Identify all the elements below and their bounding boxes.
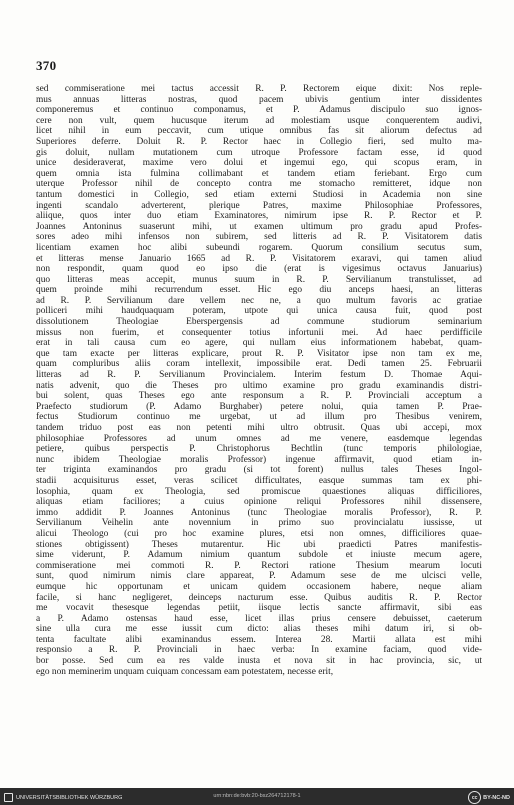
text-line: a P. Adamo ostensas haud esse, licet illas prius censere debuisset, caeterum (36, 613, 482, 624)
text-line: que tam exacte per litteras explicare, prout R. P. Visitator ipse non tam ex me, (36, 348, 482, 359)
text-line: quam compluribus aliis coram intellexit, impossibile erat. Dedi tamen 25. Februarii (36, 359, 482, 370)
text-line: ingenti scandalo adverterent, plerique Patres, maxime Philosophiae Professores, (36, 200, 482, 211)
text-line: me vocavit thesesque legendas petiit, iisque lectis sancte affirmavit, sibi eas (36, 603, 482, 614)
library-name: UNIVERSITÄTSBIBLIOTHEK WÜRZBURG (16, 794, 123, 801)
footer-bar (0, 788, 514, 805)
text-line: bor posse. Sed cum ea res valde inusta et nova sit in hac provincia, sic, ut (36, 656, 482, 667)
text-line: cere non vult, quem hucusque iterum ad molestiam usque conquerentem audivi, (36, 115, 482, 126)
text-line: alicui Theologo (cui pro hoc examine plures, etsi non omnes, difficiliores quae- (36, 528, 482, 539)
text-line: et litteras mense Januario 1665 ad R. P. Visitatorem exaravi, qui tamen aliud (36, 253, 482, 264)
text-line: non respondit, quam quod eo ipso die (erat is vigesimus octavus Januarius) (36, 264, 482, 275)
text-line: unice desideraverat, maxime vero dolui et ingemui ego, qui scopus eram, in (36, 158, 482, 169)
text-line: licet nihil in eum peccavit, cum utique omnibus fas sit aliorum defectus ad (36, 126, 482, 137)
text-line: sunt, quod nimirum nimis clare appareat, P. Adamum sese de me ulcisci velle, (36, 571, 482, 582)
text-line: facile, si hanc negligeret, deinceps nacturum esse. Quibus auditis R. P. Rector (36, 592, 482, 603)
text-line: quo litteras meas accepit, munus suum in R. P. Servilianum transtulisset, ad (36, 274, 482, 285)
text-line: tenta facultate alibi examinandus essem. Interea 28. Martii allata est mihi (36, 634, 482, 645)
license-badge[interactable] (468, 791, 510, 804)
text-line: responsio a R. P. Provinciali in haec verba: In examine faciam, quod vide- (36, 645, 482, 656)
text-line: Servilianum Veihelin ante novennium in primo suo provincialatu iussisse, ut (36, 518, 482, 529)
text-line: componeremus et continuo componamus, et P. Adamus discipulo suo ignos- (36, 105, 482, 116)
text-line: sed commiseratione mei tactus accessit R. P. Rectorem eique dixit: Nos reple- (36, 84, 482, 94)
body-text (36, 84, 482, 677)
text-line: polliceri mihi haudquaquam poteram, utpote qui unica causa fuit, quod post (36, 306, 482, 317)
text-line: ad R. P. Servilianum dare vellem nec ne, a quo multum favoris ac gratiae (36, 295, 482, 306)
text-line: philosophiae Professores ad unum omnes ad me venere, easdemque legendas (36, 433, 482, 444)
text-line: bui solent, quas Theses ego ante responsum a R. P. Provinciali acceptum a (36, 391, 482, 402)
text-line: mus annuas litteras nostras, quod pacem ubivis gentium inter dissidentes (36, 94, 482, 105)
text-line: stiones obtigissent) Theses mutarentur. Hic ubi praedicti Patres manifestis- (36, 539, 482, 550)
text-line: sores adeo mihi infensos non subirem, sed litteris ad R. P. Visitatorem datis (36, 232, 482, 243)
text-line: nunc ibidem Theologiae moralis Professor) ingenue affirmavit, quod etiam in- (36, 454, 482, 465)
cc-icon: cc (468, 791, 481, 804)
text-line: erat in tali causa cum eo agere, qui nullam eius informationem habebat, quam- (36, 338, 482, 349)
text-line: quem proinde mihi recurrendum esset. Hic ego diu anceps haesi, an litteras (36, 285, 482, 296)
text-line: ego non meminerim unquam cuiquam concessam eam potestatem, necesse erit, (36, 666, 334, 677)
text-line: losophia, quam ex Theologia, sed promiscue quaestiones aliquas difficiliores, (36, 486, 482, 497)
text-line: immo addidit P. Joannes Antoninus (tunc Theologiae moralis Professor), R. P. (36, 507, 482, 518)
text-line: natis advenit, quo die Theses pro ultimo examine pro gradu examinandis distri- (36, 380, 482, 391)
text-line: quem omnia ista fulmina collimabant et tandem etiam feriebant. Ergo cum (36, 168, 482, 179)
text-line: gis doluit, nullam mutationem cum utroque Professore factam esse, id quod (36, 147, 482, 158)
text-line: eumque hic opportunam et unicam quidem occasionem habere, neque aliam (36, 581, 482, 592)
text-line: petiere, quibus perspectis P. Christophorus Bechtlin (tunc temporis philologiae, (36, 444, 482, 455)
urn-identifier: urn:nbn:de:bvb:20-bsz264712178-1 (213, 793, 301, 799)
text-line: uterque Professor nihil de concepto contra me stomacho remitteret, idque non (36, 179, 482, 190)
text-line: tandem triduo post eas non petenti mihi ultro obtrusit. Quas ubi accepi, mox (36, 423, 482, 433)
text-line: sine ulla cura me esse iussit cum dicto: alias theses mihi datum iri, si ob- (36, 624, 482, 635)
page-number: 370 (36, 58, 57, 73)
text-line: commiseratione mei commoti R. P. Rectori ratione Thesium mearum locuti (36, 560, 482, 571)
text-line: dissolutionem Theologiae Eberspergensis ad commune studiorum seminarium (36, 317, 482, 328)
text-line: licentiam examen hoc alibi subeundi rogarem. Quorum consilium secutus sum, (36, 242, 482, 253)
text-line: stadii acquisiturus esset, veras scilicet difficultates, easque summas tam ex phi- (36, 475, 482, 486)
text-line: aliique, quos inter duo etiam Examinatores, nimirum ipse R. P. Rector et P. (36, 211, 482, 222)
text-line: missus non fuerim, et consequenter totius infortunii mei. Ad haec perdifficile (36, 327, 482, 338)
text-line: Joannes Antoninus suaserunt mihi, ut examen ultimum pro gradu apud Profes- (36, 221, 482, 232)
text-line: Superiores deferre. Doluit R. P. Rector haec in Collegio fieri, sed multo ma- (36, 136, 482, 147)
text-line: Praefecto studiorum (P. Adamo Burghaber) petere nolui, quia tamen P. Prae- (36, 401, 482, 412)
text-line: ter triginta examinandos pro gradu (si tot forent) nullus tales Theses Ingol- (36, 465, 482, 476)
license-label: BY-NC-ND (483, 794, 510, 801)
text-line: aliquas etiam faciliores; a cuius opinione reliqui Professores nihil dissensere, (36, 497, 482, 508)
text-line: sime viderunt, P. Adamum nimium quantum subdole et iniuste mecum agere, (36, 550, 482, 561)
text-line: tantum domestici in Collegio, sed etiam externi Studiosi in Academia non sine (36, 189, 482, 200)
text-line: fectus Studiorum continuo me urgebat, ut ad illum pro Thesibus venirem, (36, 412, 482, 423)
text-line: litteras ad R. P. Servilianum Provincialem. Interim festum D. Thomae Aqui- (36, 370, 482, 381)
